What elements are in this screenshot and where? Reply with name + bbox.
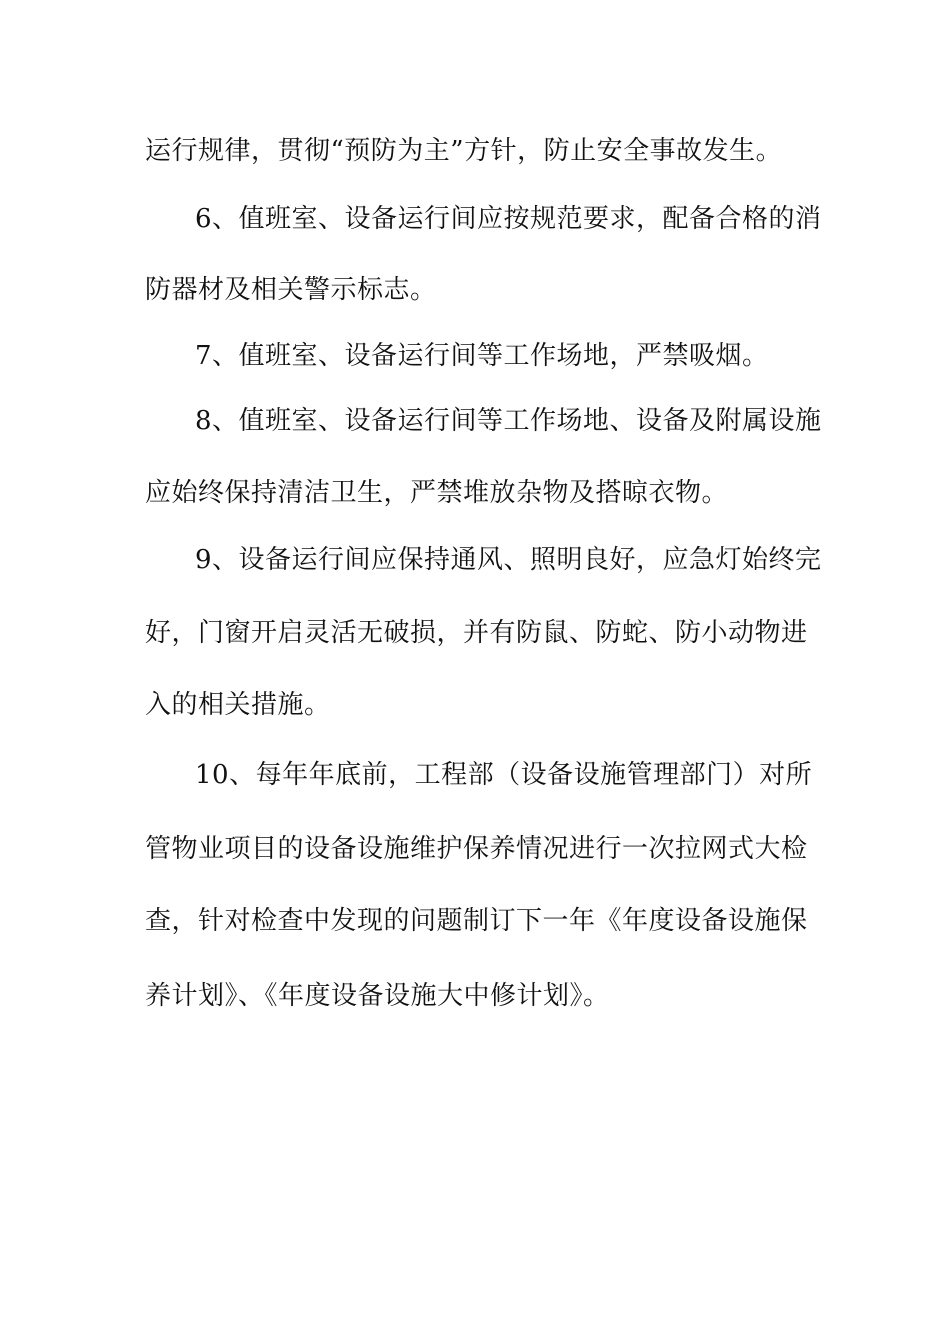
text-line-11: 管物业项目的设备设施维护保养情况进行一次拉网式大检 <box>145 834 808 864</box>
text-line-2: 6、值班室、设备运行间应按规范要求，配备合格的消 <box>195 204 822 234</box>
text-line-10: 10、每年年底前，工程部（设备设施管理部门）对所 <box>195 760 813 790</box>
text-line-13: 养计划》、《年度设备设施大中修计划》。 <box>145 981 610 1011</box>
text-line-4: 7、值班室、设备运行间等工作场地，严禁吸烟。 <box>195 341 769 371</box>
text-line-7: 9、设备运行间应保持通风、照明良好，应急灯始终完 <box>195 545 822 575</box>
text-line-12: 查，针对检查中发现的问题制订下一年《年度设备设施保 <box>145 906 808 936</box>
text-line-5: 8、值班室、设备运行间等工作场地、设备及附属设施 <box>195 406 822 436</box>
text-line-9: 入的相关措施。 <box>145 690 331 720</box>
text-line-3: 防器材及相关警示标志。 <box>145 275 437 305</box>
text-line-8: 好，门窗开启灵活无破损，并有防鼠、防蛇、防小动物进 <box>145 618 808 648</box>
text-line-1: 运行规律，贯彻“预防为主”方针，防止安全事故发生。 <box>145 136 783 166</box>
text-line-6: 应始终保持清洁卫生，严禁堆放杂物及搭晾衣物。 <box>145 478 729 508</box>
